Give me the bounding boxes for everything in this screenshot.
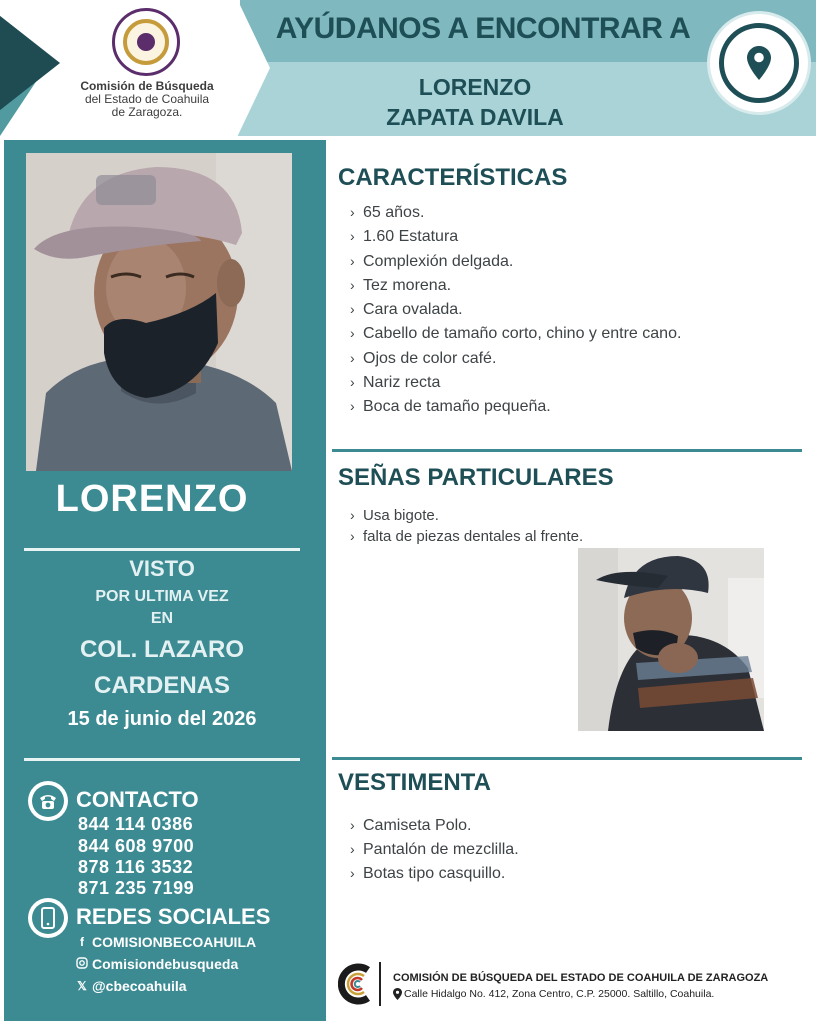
list-item: › falta de piezas dentales al frente. — [350, 528, 584, 545]
smartphone-icon — [28, 898, 68, 938]
social-facebook-link[interactable] — [76, 934, 256, 950]
missing-person-photo — [26, 153, 292, 471]
name-line1: LORENZO — [418, 74, 532, 100]
headline: AYÚDANOS A ENCONTRAR A — [275, 12, 691, 45]
social-handle: Comisiondebusqueda — [92, 956, 239, 972]
list-item: › Nariz recta — [350, 374, 441, 392]
distinguishing-marks-title: SEÑAS PARTICULARES — [338, 464, 614, 491]
social-media-title: REDES SOCIALES — [76, 904, 271, 929]
last-seen-label: VISTO — [129, 556, 195, 581]
last-seen-label-line3: EN — [150, 610, 174, 627]
footer-address — [393, 988, 714, 1000]
list-item: › Camiseta Polo. — [350, 817, 472, 834]
location-pin-icon — [393, 988, 402, 1000]
divider — [379, 962, 381, 1006]
location-pin-icon — [746, 45, 772, 81]
x-icon: 𝕏 — [77, 979, 87, 993]
first-name: LORENZO — [55, 478, 249, 520]
list-item: › Cabello de tamaño corto, chino y entre cano. — [350, 325, 682, 343]
characteristics-title: CARACTERÍSTICAS — [338, 164, 568, 191]
secondary-photo — [578, 548, 764, 731]
divider — [332, 757, 802, 760]
organization-name — [62, 80, 232, 119]
social-handle: COMISIONBECOAHUILA — [92, 934, 257, 950]
list-item: › Complexión delgada. — [350, 252, 514, 270]
contact-phone[interactable]: 844 608 9700 — [78, 836, 195, 856]
contact-phone[interactable]: 878 116 3532 — [78, 857, 194, 877]
list-item: › Ojos de color café. — [350, 349, 497, 367]
footer-address-text: Calle Hidalgo No. 412, Zona Centro, C.P. 25000. Saltillo, Coahuila. — [404, 988, 715, 1000]
last-seen-label-line2: POR ULTIMA VEZ — [95, 588, 229, 605]
commission-c-logo — [338, 962, 374, 1006]
commission-seal-logo — [112, 8, 180, 76]
list-item: › 65 años. — [350, 204, 425, 221]
contact-title: CONTACTO — [76, 787, 199, 812]
list-item: › 1.60 Estatura — [350, 228, 459, 246]
list-item: › Botas tipo casquillo. — [350, 865, 506, 882]
organization-name-line2: del Estado de Coahuila — [84, 92, 210, 106]
name-line2: ZAPATA DAVILA — [386, 104, 564, 130]
location-badge — [710, 14, 808, 112]
last-seen-location-line1: COL. LAZARO — [80, 636, 244, 663]
divider — [24, 758, 300, 761]
distinguishing-marks-list — [350, 505, 583, 547]
clothing-list — [350, 813, 519, 885]
phone-icon — [28, 781, 68, 821]
organization-name-line1: Comisión de Búsqueda — [80, 79, 214, 93]
list-item: › Cara ovalada. — [350, 301, 463, 319]
clothing-title: VESTIMENTA — [338, 769, 491, 796]
social-handle: @cbecoahuila — [92, 978, 187, 994]
last-seen-location-line2: CARDENAS — [93, 672, 230, 699]
list-item: › Tez morena. — [350, 276, 452, 294]
divider — [332, 449, 802, 452]
social-instagram-link[interactable] — [76, 956, 238, 972]
contact-phone[interactable]: 871 235 7199 — [78, 878, 195, 898]
missing-person-full-name — [345, 72, 605, 132]
instagram-icon — [76, 957, 88, 972]
organization-name-line3: de Zaragoza. — [111, 105, 183, 119]
list-item: › Boca de tamaño pequeña. — [350, 398, 551, 416]
list-item: › Usa bigote. — [350, 507, 439, 524]
contact-phone[interactable]: 844 114 0386 — [78, 814, 194, 834]
footer-organization: COMISIÓN DE BÚSQUEDA DEL ESTADO DE COAHUILA DE ZARAGOZA — [393, 972, 769, 984]
last-seen-date: 15 de junio del 2026 — [67, 708, 257, 730]
divider — [24, 548, 300, 551]
social-x-link[interactable] — [76, 978, 187, 994]
facebook-icon: f — [80, 935, 84, 949]
list-item: › Pantalón de mezclilla. — [350, 841, 519, 858]
characteristics-list — [350, 200, 681, 419]
